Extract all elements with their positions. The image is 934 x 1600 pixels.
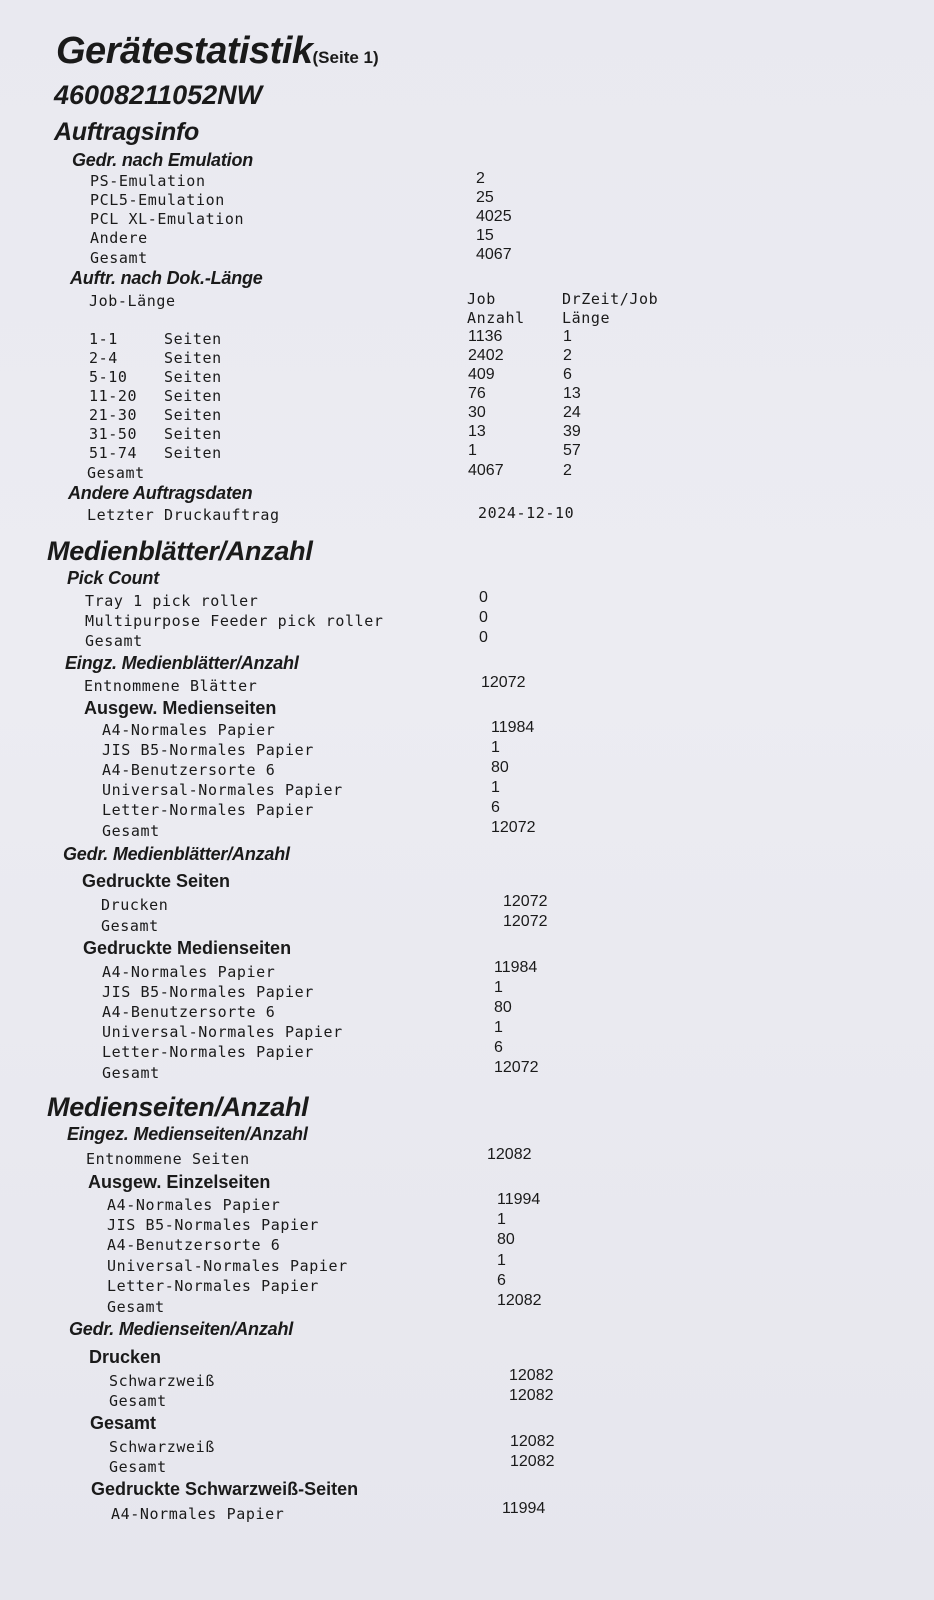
page-label: (Seite 1) <box>312 48 379 67</box>
ausgew-medienseiten-label: A4-Normales Papier <box>102 721 276 739</box>
gedruckte-medienseiten-value: 1 <box>494 979 503 996</box>
letzter-druckauftrag-value: 2024-12-10 <box>478 504 575 522</box>
drucken-value: 12082 <box>509 1387 554 1404</box>
schwarzweiss-seiten-label: A4-Normales Papier <box>111 1505 285 1523</box>
gedruckte-medienseiten-value: 12072 <box>494 1059 539 1076</box>
ausgew-medienseiten-value: 1 <box>491 779 500 796</box>
doklaenge-range: 1-1 <box>89 330 118 348</box>
entnommene-blaetter-value: 12072 <box>481 674 526 691</box>
heading-gedruckte-schwarzweiss-seiten: Gedruckte Schwarzweiß-Seiten <box>91 1479 359 1499</box>
emulation-label: PS-Emulation <box>90 172 206 190</box>
doklaenge-count: 409 <box>468 366 495 383</box>
gedruckte-seiten-label: Drucken <box>101 896 169 914</box>
doklaenge-count: 1 <box>468 442 477 459</box>
col-anzahl: Anzahl <box>467 309 525 327</box>
heading-doklaenge: Auftr. nach Dok.-Länge <box>70 268 263 288</box>
doklaenge-range: 2-4 <box>89 349 118 367</box>
col-laenge: Länge <box>562 309 611 327</box>
gesamt-value: 12082 <box>510 1433 555 1450</box>
doklaenge-count: 1136 <box>468 328 503 345</box>
doklaenge-time: 24 <box>563 404 581 421</box>
doklaenge-count: 13 <box>468 423 486 440</box>
gedruckte-seiten-value: 12072 <box>503 893 548 910</box>
doklaenge-time: 13 <box>563 385 581 402</box>
ausgew-einzelseiten-value: 12082 <box>497 1292 542 1309</box>
doklaenge-unit: Seiten <box>164 425 222 443</box>
doklaenge-unit: Seiten <box>164 368 222 386</box>
doklaenge-range: 21-30 <box>89 406 138 424</box>
doklaenge-range: 51-74 <box>89 444 138 462</box>
heading-gesamt: Gesamt <box>90 1413 157 1433</box>
doklaenge-time: 1 <box>563 328 572 345</box>
entnommene-seiten-label: Entnommene Seiten <box>86 1150 250 1168</box>
col-job: Job <box>467 290 496 308</box>
ausgew-medienseiten-value: 80 <box>491 759 509 776</box>
drucken-label: Gesamt <box>109 1392 167 1410</box>
section-medienseiten: Medienseiten/Anzahl <box>47 1092 309 1122</box>
pick-value: 0 <box>479 609 488 626</box>
doklaenge-count: 2402 <box>468 347 504 364</box>
ausgew-einzelseiten-value: 6 <box>497 1272 506 1289</box>
ausgew-einzelseiten-value: 1 <box>497 1252 506 1269</box>
doklaenge-total-count: 4067 <box>468 462 504 479</box>
pick-label: Gesamt <box>85 632 143 650</box>
serial-number: 46008211052NW <box>54 80 263 110</box>
ausgew-einzelseiten-label: A4-Benutzersorte 6 <box>107 1236 281 1254</box>
doklaenge-unit: Seiten <box>164 330 222 348</box>
gedruckte-medienseiten-value: 11984 <box>494 959 538 976</box>
ausgew-medienseiten-value: 1 <box>491 739 500 756</box>
heading-andere-auftragsdaten: Andere Auftragsdaten <box>68 483 253 503</box>
heading-gedruckte-medienseiten: Gedruckte Medienseiten <box>83 938 292 958</box>
doklaenge-time: 6 <box>563 366 572 383</box>
section-medienblaetter: Medienblätter/Anzahl <box>47 536 313 566</box>
doklaenge-unit: Seiten <box>164 387 222 405</box>
ausgew-medienseiten-label: Gesamt <box>102 822 160 840</box>
emulation-label: PCL5-Emulation <box>90 191 225 209</box>
pick-label: Tray 1 pick roller <box>85 592 259 610</box>
ausgew-medienseiten-value: 12072 <box>491 819 536 836</box>
pick-value: 0 <box>479 629 488 646</box>
doklaenge-range: 11-20 <box>89 387 138 405</box>
report-title: Gerätestatistik(Seite 1) <box>56 30 379 72</box>
gedruckte-seiten-value: 12072 <box>503 913 548 930</box>
doklaenge-time: 39 <box>563 423 581 440</box>
ausgew-einzelseiten-label: JIS B5-Normales Papier <box>107 1216 319 1234</box>
schwarzweiss-seiten-value: 11994 <box>502 1500 546 1517</box>
emulation-value: 2 <box>476 170 485 187</box>
emulation-label: PCL XL-Emulation <box>90 210 245 228</box>
emulation-label: Andere <box>90 229 148 247</box>
gedruckte-medienseiten-value: 1 <box>494 1019 503 1036</box>
ausgew-medienseiten-value: 6 <box>491 799 500 816</box>
emulation-value: 4025 <box>476 208 512 225</box>
doklaenge-range: 31-50 <box>89 425 138 443</box>
ausgew-medienseiten-value: 11984 <box>491 719 535 736</box>
ausgew-einzelseiten-value: 80 <box>497 1231 515 1248</box>
ausgew-medienseiten-label: Letter-Normales Papier <box>102 801 314 819</box>
doklaenge-time: 2 <box>563 347 572 364</box>
gesamt-label: Schwarzweiß <box>109 1438 215 1456</box>
drucken-value: 12082 <box>509 1367 554 1384</box>
ausgew-einzelseiten-label: Letter-Normales Papier <box>107 1277 319 1295</box>
doklaenge-total-time: 2 <box>563 462 572 479</box>
entnommene-blaetter-label: Entnommene Blätter <box>84 677 258 695</box>
doklaenge-total-label: Gesamt <box>87 464 145 482</box>
gedruckte-medienseiten-label: A4-Benutzersorte 6 <box>102 1003 276 1021</box>
heading-drucken: Drucken <box>89 1347 162 1367</box>
doklaenge-unit: Seiten <box>164 349 222 367</box>
ausgew-einzelseiten-value: 11994 <box>497 1191 541 1208</box>
gedruckte-medienseiten-label: Universal-Normales Papier <box>102 1023 343 1041</box>
doklaenge-count: 76 <box>468 385 486 402</box>
ausgew-medienseiten-label: A4-Benutzersorte 6 <box>102 761 276 779</box>
doklaenge-range: 5-10 <box>89 368 128 386</box>
heading-eingz-medienblaetter: Eingz. Medienblätter/Anzahl <box>65 653 299 673</box>
ausgew-medienseiten-label: JIS B5-Normales Papier <box>102 741 314 759</box>
heading-emulation: Gedr. nach Emulation <box>72 150 254 170</box>
gedruckte-medienseiten-label: A4-Normales Papier <box>102 963 276 981</box>
ausgew-einzelseiten-label: Universal-Normales Papier <box>107 1257 348 1275</box>
pick-value: 0 <box>479 589 488 606</box>
doklaenge-unit: Seiten <box>164 406 222 424</box>
gedruckte-medienseiten-label: Letter-Normales Papier <box>102 1043 314 1061</box>
doklaenge-count: 30 <box>468 404 486 421</box>
heading-gedr-medienseiten: Gedr. Medienseiten/Anzahl <box>69 1319 294 1339</box>
col-drzeit: DrZeit/Job <box>562 290 659 308</box>
ausgew-einzelseiten-label: A4-Normales Papier <box>107 1196 281 1214</box>
gedruckte-medienseiten-label: Gesamt <box>102 1064 160 1082</box>
emulation-value: 15 <box>476 227 494 244</box>
emulation-value: 4067 <box>476 246 512 263</box>
emulation-label: Gesamt <box>90 249 148 267</box>
gesamt-label: Gesamt <box>109 1458 167 1476</box>
heading-ausgew-medienseiten: Ausgew. Medienseiten <box>84 698 277 718</box>
doklaenge-time: 57 <box>563 442 581 459</box>
gedruckte-medienseiten-label: JIS B5-Normales Papier <box>102 983 314 1001</box>
emulation-value: 25 <box>476 189 494 206</box>
ausgew-einzelseiten-label: Gesamt <box>107 1298 165 1316</box>
section-auftragsinfo: Auftragsinfo <box>54 118 199 146</box>
heading-pick-count: Pick Count <box>67 568 160 588</box>
heading-gedruckte-seiten: Gedruckte Seiten <box>82 871 231 891</box>
gedruckte-medienseiten-value: 80 <box>494 999 512 1016</box>
heading-ausgew-einzelseiten: Ausgew. Einzelseiten <box>88 1172 271 1192</box>
gesamt-value: 12082 <box>510 1453 555 1470</box>
entnommene-seiten-value: 12082 <box>487 1146 532 1163</box>
letzter-druckauftrag-label: Letzter Druckauftrag <box>87 506 280 524</box>
pick-label: Multipurpose Feeder pick roller <box>85 612 384 630</box>
col-job-laenge: Job-Länge <box>89 292 176 310</box>
doklaenge-unit: Seiten <box>164 444 222 462</box>
heading-gedr-medienblaetter: Gedr. Medienblätter/Anzahl <box>63 844 290 864</box>
ausgew-medienseiten-label: Universal-Normales Papier <box>102 781 343 799</box>
gedruckte-seiten-label: Gesamt <box>101 917 159 935</box>
ausgew-einzelseiten-value: 1 <box>497 1211 506 1228</box>
gedruckte-medienseiten-value: 6 <box>494 1039 503 1056</box>
heading-eingez-medienseiten: Eingez. Medienseiten/Anzahl <box>67 1124 308 1144</box>
drucken-label: Schwarzweiß <box>109 1372 215 1390</box>
